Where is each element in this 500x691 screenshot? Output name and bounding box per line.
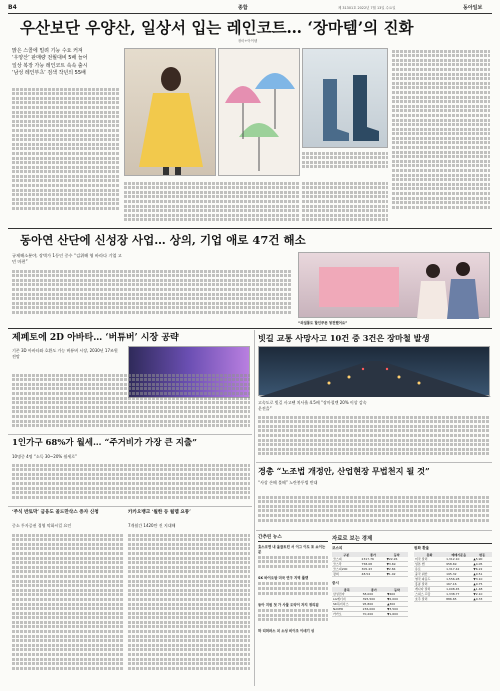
news-brief-item: 하 리머퍼스 치 소성 비이조 이데기 성 (258, 629, 315, 634)
cell: 유로 (414, 567, 445, 572)
cell: 95,800 (362, 602, 386, 607)
kakao-body (128, 532, 250, 682)
top-kicker: 장마+아이템 (238, 39, 258, 43)
divider (256, 530, 492, 531)
cell: 58,000 (362, 592, 386, 597)
col-header: 등락 (386, 587, 408, 592)
cell: 미국 달러 (414, 557, 445, 562)
divider (8, 434, 252, 435)
cell: ▼2.84 (386, 567, 408, 572)
news-brief (258, 534, 328, 684)
col-header: 종가 (361, 552, 386, 557)
cell: 195.32 (445, 572, 472, 577)
cell: 395,500 (362, 597, 386, 602)
cell: 1,556.28 (445, 577, 472, 582)
goldman-headline: ‘주식 반토막’ 금융도 골드만삭스 증자 신청 (12, 510, 99, 515)
masthead-rule (8, 13, 492, 14)
stocks-table-title: 증시 (332, 581, 339, 586)
news-brief-title: 간추린 뉴스 (258, 534, 328, 542)
col-header: 통화 (414, 552, 445, 557)
cell: 스위스 프랑 (414, 592, 445, 597)
cell: 영국 파운드 (414, 577, 445, 582)
rent-body (12, 462, 250, 504)
cell: 2317.76 (361, 557, 386, 562)
coupon-photo-caption: “외설통도 할인쿠폰 청전했어요” (298, 321, 348, 325)
cell: ▲5.90 (472, 557, 492, 562)
kakao-headline: 카카오뱅크 ‘월한 등 월렙 요통’ (128, 510, 191, 515)
cell: 캐나다 달러 (414, 587, 445, 592)
cell: NAVER (332, 607, 362, 612)
cell: 중국 위안 (414, 572, 445, 577)
top-body-col1 (12, 86, 120, 220)
table-row (414, 597, 492, 602)
raincoat-figure-icon (125, 49, 217, 177)
crash-body (258, 414, 490, 460)
kospi-table-title: 코스피 (332, 546, 343, 550)
exchange-grid (414, 552, 492, 602)
highway-photo (258, 346, 490, 396)
cell: ▲300 (386, 602, 408, 607)
cell: 236,000 (362, 607, 386, 612)
table-row (414, 572, 492, 577)
stocks-grid (332, 587, 408, 617)
cell: 70,200 (362, 612, 386, 617)
second-headline: 동아연 산단에 신성장 사업… 상의, 기업 애로 47건 해소 (20, 233, 306, 247)
news-brief-item: SK 바이오팜 미국 연구 지역 플랫 (258, 576, 309, 581)
table-row (414, 582, 492, 587)
cell: 장외 (332, 572, 361, 577)
cell: ▼3.10 (472, 577, 492, 582)
zepeto-body (12, 372, 250, 432)
top-body-col3 (302, 180, 388, 224)
second-body (12, 268, 292, 320)
boots-photo (302, 48, 388, 148)
col-header: 종가 (362, 587, 386, 592)
data-box (332, 534, 492, 684)
zepeto-headline: 제페토에 2D 아바타… ‘버튜버’ 시장 공략 (12, 333, 179, 343)
col-header: 종목 (332, 587, 362, 592)
umbrella-icon (219, 49, 301, 177)
crash-headline: 빗길 교통 사망사고 10건 중 3건은 장마철 발생 (258, 333, 430, 343)
traffic-lights-icon (259, 347, 491, 397)
cell: 1,008.45 (445, 587, 472, 592)
top-decks (12, 48, 122, 78)
kefb-headline: 경총 “노조법 개정안, 산업현장 무법천지 될 것” (258, 466, 430, 476)
divider (256, 462, 492, 463)
table-row (332, 597, 408, 602)
news-brief-item: 동아 지원 첫 가 사물 도약이 자지 정리됨 (258, 602, 319, 607)
news-brief-item: 효스코엔 내 올클트린 서 이그 이도 포 쇼이는 분 (258, 545, 326, 554)
issue-date: 제 31301호 2022년 7월 13일 수요일 (338, 6, 396, 10)
divider (8, 506, 252, 507)
cell: ▲1.48 (472, 587, 492, 592)
cell: 호주 달러 (414, 597, 445, 602)
cell: 코스닥 (332, 562, 361, 567)
cell: 1,312.10 (445, 557, 472, 562)
kakao-deck: 7개월간 1420만 진 지대해 (128, 523, 176, 528)
raincoat-photo (124, 48, 216, 176)
top-body-col4 (392, 48, 490, 224)
table-row (332, 612, 408, 617)
section-rule (8, 328, 492, 329)
col-header: 매매기준율 (445, 552, 472, 557)
cell: 삼성전자 (332, 592, 362, 597)
cell: 코스피200 (332, 567, 361, 572)
cell: 48.54 (361, 572, 386, 577)
crash-deck: 고속도로 빗길 사고땐 치사율 4.5배 “장마철엔 20% 이상 감속 운전을” (258, 400, 367, 411)
cell: ▲0.51 (472, 572, 492, 577)
deck-line: 일상 복장 가능 레인코트 속속 출시 (12, 62, 88, 69)
table-row (414, 592, 492, 597)
table-row (414, 557, 492, 562)
kefb-body (258, 494, 490, 528)
zepeto-deck: 기존 3D 아바타와 호환도 가능 버튜버 시장, 2030년 17조원 전망 (12, 348, 118, 359)
cell: 758.08 (361, 562, 386, 567)
cell: ▲4.05 (472, 562, 492, 567)
kospi-grid (332, 552, 408, 577)
cell: ▼3.69 (386, 562, 408, 567)
cell: 958.69 (445, 562, 472, 567)
rent-headline: 1인가구 68%가 월세… “주거비가 가장 큰 지출” (12, 438, 198, 448)
cell: ▼1.02 (386, 572, 408, 577)
rent-deck: 10명중 4명 “소득 30~20% 월세로” (12, 454, 78, 459)
cell: ▼2.10 (472, 592, 492, 597)
kospi-table (332, 546, 408, 617)
table-row (332, 572, 408, 577)
boots-caption-text (302, 150, 388, 176)
column-divider (254, 330, 255, 686)
data-box-title: 자료로 보는 경제 (332, 534, 492, 544)
paper-name: 동아일보 (463, 5, 483, 11)
people-icon (299, 253, 491, 319)
cell: ▼1,600 (386, 612, 408, 617)
umbrella-photo (218, 48, 300, 176)
exchange-table-title: 원화 환율 (414, 546, 430, 550)
second-deck: 규제해소분야, 장벽가 1등인 중수 “김위해 영 바라다 기업 고민 마편” (12, 253, 122, 264)
coupon-photo (298, 252, 490, 318)
table-row (414, 577, 492, 582)
cell: ▼3,500 (386, 607, 408, 612)
cell: ▼6.22 (472, 567, 492, 572)
rain-boot-icon (303, 49, 389, 149)
masthead (8, 4, 492, 13)
cell: ▲0.33 (472, 597, 492, 602)
cell: ▼400 (386, 592, 408, 597)
top-body-col2 (124, 180, 300, 224)
section-rule (8, 228, 492, 229)
cell: 홍콩 달러 (414, 582, 445, 587)
deck-line: 맑은 스콜에 밀려 기능 수요 커져 (12, 48, 83, 54)
col-header: 등락 (386, 552, 408, 557)
cell: 886.65 (445, 597, 472, 602)
cell: ▼2,000 (386, 597, 408, 602)
deck-line: ‘남성 레인부츠’ 검색 작년의 55배 (12, 70, 86, 77)
cell: 일본 엔 (414, 562, 445, 567)
deck-line: ‘우양산’ 판매량 전월대비 5배 늘어 (12, 55, 88, 62)
cell: 1,317.42 (445, 567, 472, 572)
cell: ▼22.26 (386, 557, 408, 562)
page-number: B4 (8, 4, 17, 11)
top-headline: 우산보단 우양산, 일상서 입는 레인코트… ‘장마템’의 진화 (20, 18, 414, 37)
col-header: 구분 (332, 552, 361, 557)
cell: LG에너지 (332, 597, 362, 602)
goldman-body (12, 532, 124, 682)
cell: 코스피 (332, 557, 361, 562)
exchange-table (414, 546, 492, 602)
cell: 167.16 (445, 582, 472, 587)
cell: ▲0.75 (472, 582, 492, 587)
table-row (414, 587, 492, 592)
col-header: 변동 (472, 552, 492, 557)
cell: 카카오 (332, 612, 362, 617)
goldman-deck: 중소 투자증권 경영 악화시킬 요인 (12, 523, 72, 528)
cell: SK하이닉스 (332, 602, 362, 607)
cell: 305.43 (361, 567, 386, 572)
section-label: 종합 (238, 5, 248, 11)
cell: 1,338.77 (445, 592, 472, 597)
kefb-deck: “사상 손해 불해” 노란봉투법 반대 (258, 480, 318, 485)
